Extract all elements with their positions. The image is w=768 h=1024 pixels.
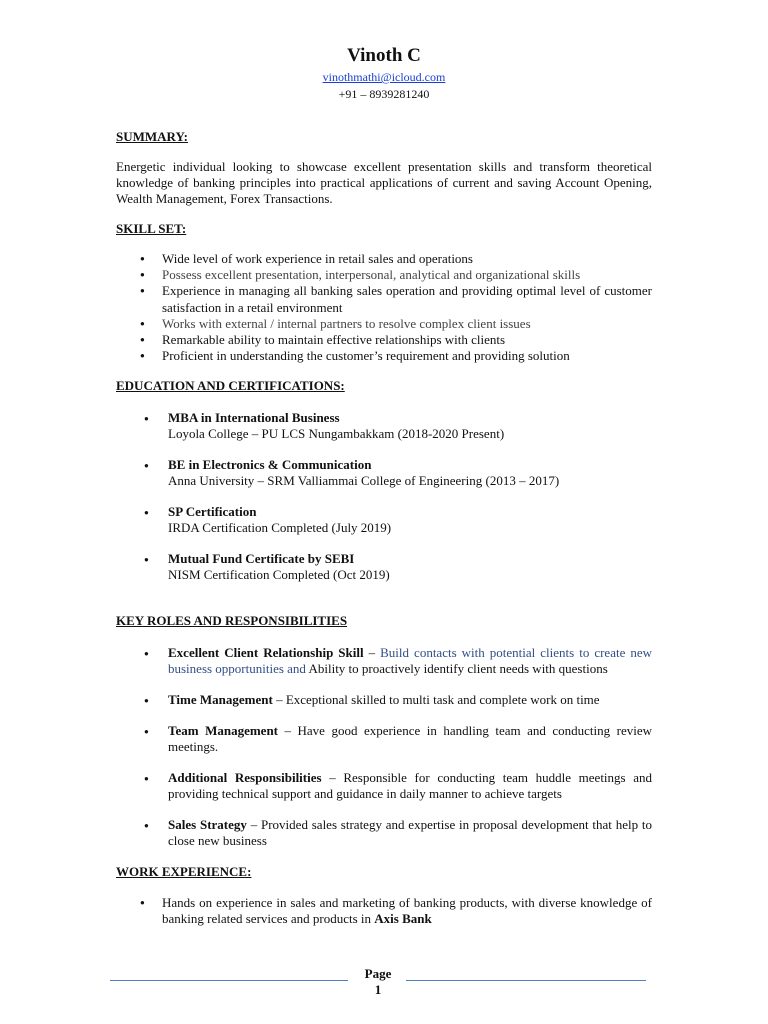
page-footer [110, 966, 646, 1006]
work-text: Hands on experience in sales and marketing of banking products, with diverse knowledge of banking related services and products in [162, 895, 652, 927]
education-heading: EDUCATION AND CERTIFICATIONS: [116, 378, 345, 394]
role-text: Provided sales strategy and expertise in proposal development that help to close new business [168, 817, 653, 849]
roles-heading: KEY ROLES AND RESPONSIBILITIES [116, 613, 348, 629]
education-item [116, 457, 652, 489]
work-list [116, 895, 652, 927]
page-number [110, 966, 646, 998]
skills-heading: SKILL SET: [116, 221, 187, 236]
education-item [116, 410, 652, 442]
page-number-value: 1 [374, 982, 382, 997]
summary-text: Energetic individual looking to showcase excellent presentation skills and transform theoretical knowledge of banking principles into practical applications of current and saving Account Opening, Wealth Management, Forex Transactions. [116, 159, 652, 206]
summary-heading: SUMMARY: [116, 129, 189, 144]
education-detail: IRDA Certification Completed (July 2019) [168, 520, 392, 536]
resume-page [116, 44, 652, 927]
skill-item: ● Proficient in understanding the customer’s requirement and providing solution [116, 348, 652, 364]
role-title: Team Management [168, 723, 279, 739]
role-item [116, 770, 652, 802]
role-item [116, 645, 652, 677]
page-label: Page [364, 966, 392, 981]
role-title: Sales Strategy [168, 817, 247, 833]
role-separator: – [272, 692, 286, 708]
role-separator: – [363, 645, 381, 661]
skill-item: ● Wide level of work experience in retail sales and operations [116, 251, 652, 267]
education-detail: Loyola College – PU LCS Nungambakkam (2018-2020 Present) [168, 426, 505, 442]
role-text-highlight: Build contacts with potential clients to create new business opportunities and [168, 645, 653, 677]
work-item [116, 895, 652, 927]
education-title: SP Certification [168, 504, 257, 520]
education-title: Mutual Fund Certificate by SEBI [168, 551, 355, 567]
role-title: Excellent Client Relationship Skill [168, 645, 364, 661]
email-link[interactable]: vinothmathi@icloud.com [322, 70, 446, 84]
education-item [116, 551, 652, 583]
skill-item: ● Remarkable ability to maintain effective relationships with clients [116, 332, 652, 348]
resume-header [116, 44, 652, 102]
role-separator: – [246, 817, 261, 833]
work-heading: WORK EXPERIENCE: [116, 864, 252, 880]
education-detail: NISM Certification Completed (Oct 2019) [168, 567, 390, 583]
role-text: Exceptional skilled to multi task and complete work on time [285, 692, 600, 708]
role-title: Additional Responsibilities [168, 770, 322, 786]
roles-list [116, 645, 652, 849]
education-title: MBA in International Business [168, 410, 340, 426]
skill-item: ● Experience in managing all banking sales operation and providing optimal level of customer satisfaction in a retail environment [116, 283, 652, 315]
work-employer: Axis Bank [374, 911, 432, 927]
role-text: Ability to proactively identify client needs with questions [305, 661, 608, 677]
role-separator: – [278, 723, 298, 739]
role-title: Time Management [168, 692, 273, 708]
education-detail: Anna University – SRM Valliammai College of Engineering (2013 – 2017) [168, 473, 560, 489]
role-separator: – [321, 770, 344, 786]
phone-number: +91 – 8939281240 [338, 87, 430, 101]
skill-item: ● Possess excellent presentation, interpersonal, analytical and organizational skills [116, 267, 652, 283]
role-item [116, 817, 652, 849]
role-text: Have good experience in handling team and conducting review meetings. [168, 723, 652, 755]
education-list [116, 410, 652, 583]
education-item [116, 504, 652, 536]
skill-item: ● Works with external / internal partners to resolve complex client issues [116, 316, 652, 332]
role-text: Responsible for conducting team huddle meetings and providing technical support and guidance in daily manner to achieve targets [168, 770, 653, 802]
role-item [116, 692, 652, 708]
education-title: BE in Electronics & Communication [168, 457, 372, 473]
candidate-name: Vinoth C [347, 45, 421, 66]
role-item [116, 723, 652, 755]
skills-list [116, 251, 652, 364]
